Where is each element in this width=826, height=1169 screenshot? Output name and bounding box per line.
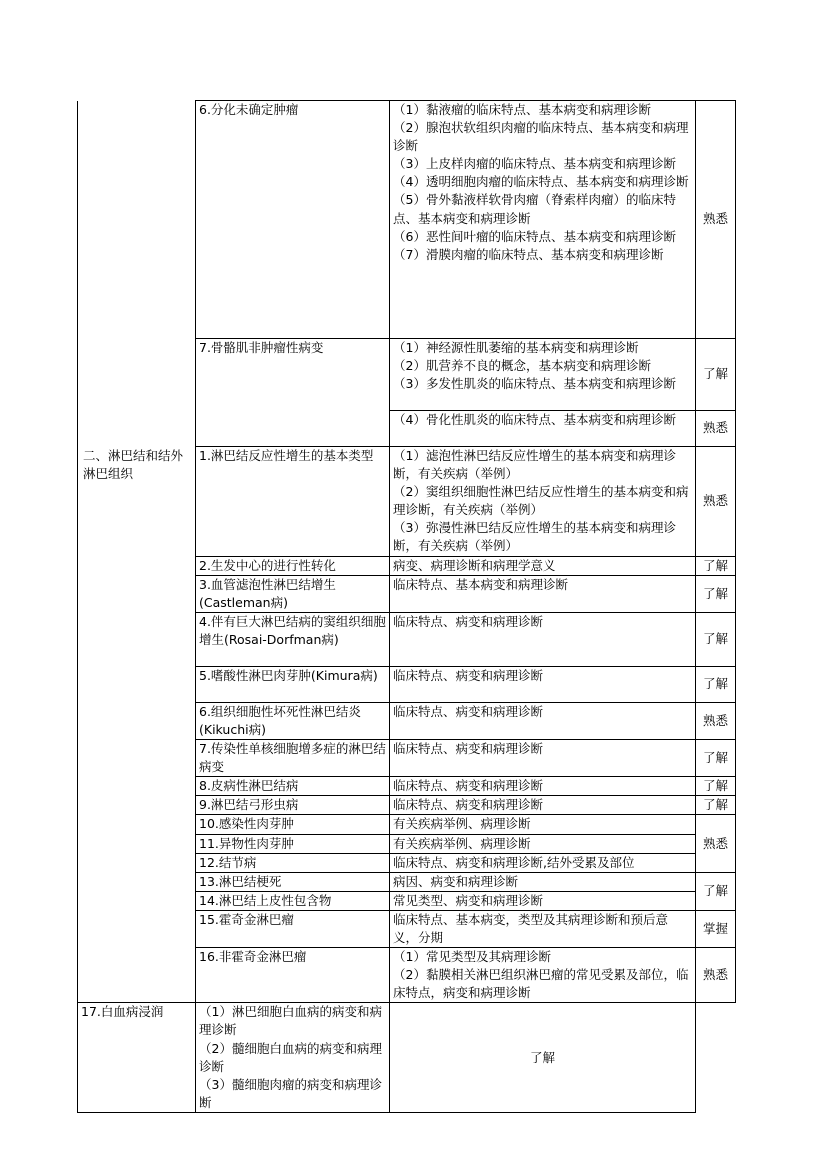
- level-cell: 熟悉: [696, 447, 736, 557]
- content-cell: （1）滤泡性淋巴结反应性增生的基本病变和病理诊断，有关疾病（举例） （2）窦组织细胞性淋巴结反应性增生的基本病变和病理诊断，有关疾病（举例） （3）弥漫性淋巴结反应性增生的基本病变和病理诊断，有关疾病（举例）: [390, 447, 696, 557]
- level-cell: 熟悉: [696, 815, 736, 872]
- content-cell: 临床特点、基本病变和病理诊断: [390, 575, 696, 612]
- topic-cell: 11.异物性肉芽肿: [196, 834, 390, 853]
- topic-cell: 9.淋巴结弓形虫病: [196, 796, 390, 815]
- level-cell: 熟悉: [696, 101, 736, 339]
- syllabus-table: [77, 100, 736, 1113]
- section-cell: 二、淋巴结和结外淋巴组织: [78, 447, 196, 1003]
- topic-cell: 16.非霍奇金淋巴瘤: [196, 948, 390, 1003]
- level-cell: 熟悉: [696, 948, 736, 1003]
- level-cell: 熟悉: [696, 411, 736, 447]
- content-cell: （4）骨化性肌炎的临床特点、基本病变和病理诊断: [390, 411, 696, 447]
- topic-cell: 7.骨骼肌非肿瘤性病变: [196, 339, 390, 447]
- content-cell: 常见类型、病变和病理诊断: [390, 891, 696, 910]
- content-cell: 有关疾病举例、病理诊断: [390, 834, 696, 853]
- level-cell: 了解: [390, 1003, 696, 1113]
- content-cell: 有关疾病举例、病理诊断: [390, 815, 696, 834]
- content-cell: （1）常见类型及其病理诊断 （2）黏膜相关淋巴组织淋巴瘤的常见受累及部位，临床特点，病变和病理诊断: [390, 948, 696, 1003]
- level-cell: 了解: [696, 777, 736, 796]
- topic-cell: 6.分化未确定肿瘤: [196, 101, 390, 339]
- content-cell: 病因、病变和病理诊断: [390, 872, 696, 891]
- content-cell: 临床特点、病变和病理诊断,结外受累及部位: [390, 853, 696, 872]
- level-cell: 了解: [696, 740, 736, 777]
- topic-cell: 15.霍奇金淋巴瘤: [196, 910, 390, 947]
- table-row: [78, 1003, 736, 1113]
- topic-cell: 14.淋巴结上皮性包含物: [196, 891, 390, 910]
- level-cell: 了解: [696, 575, 736, 612]
- table-row: [78, 101, 736, 339]
- level-cell: 了解: [696, 556, 736, 575]
- topic-cell: 7.传染性单核细胞增多症的淋巴结病变: [196, 740, 390, 777]
- topic-cell: 3.血管滤泡性淋巴结增生(Castleman病): [196, 575, 390, 612]
- content-cell: （1）黏液瘤的临床特点、基本病变和病理诊断 （2）腺泡状软组织肉瘤的临床特点、基本病变和病理诊断 （3）上皮样肉瘤的临床特点、基本病变和病理诊断 （4）透明细胞肉瘤的临床特点、基本病变和病理诊断 （5）骨外黏液样软骨肉瘤（脊索样肉瘤）的临床特点、基本病变和病理诊断 （6）恶性间叶瘤的临床特点、基本病变和病理诊断 （7）滑膜肉瘤的临床特点、基本病变和病理诊断: [390, 101, 696, 339]
- table-row: [78, 447, 736, 557]
- section-cell: [78, 101, 196, 447]
- content-cell: 临床特点、病变和病理诊断: [390, 702, 696, 739]
- topic-cell: 5.嗜酸性淋巴肉芽肿(Kimura病): [196, 666, 390, 702]
- topic-cell: 6.组织细胞性坏死性淋巴结炎(Kikuchi病): [196, 702, 390, 739]
- topic-cell: 2.生发中心的进行性转化: [196, 556, 390, 575]
- topic-cell: 12.结节病: [196, 853, 390, 872]
- level-cell: 熟悉: [696, 702, 736, 739]
- content-cell: 临床特点、病变和病理诊断: [390, 796, 696, 815]
- content-cell: 临床特点、病变和病理诊断: [390, 777, 696, 796]
- content-cell: （1）淋巴细胞白血病的病变和病理诊断 （2）髓细胞白血病的病变和病理诊断 （3）髓细胞肉瘤的病变和病理诊断: [196, 1003, 390, 1113]
- content-cell: （1）神经源性肌萎缩的基本病变和病理诊断 （2）肌营养不良的概念，基本病变和病理诊断 （3）多发性肌炎的临床特点、基本病变和病理诊断: [390, 339, 696, 411]
- content-cell: 病变、病理诊断和病理学意义: [390, 556, 696, 575]
- content-cell: 临床特点、病变和病理诊断: [390, 740, 696, 777]
- content-cell: 临床特点、病变和病理诊断: [390, 666, 696, 702]
- level-cell: 了解: [696, 666, 736, 702]
- level-cell: 了解: [696, 796, 736, 815]
- level-cell: 了解: [696, 612, 736, 666]
- level-cell: 了解: [696, 872, 736, 910]
- content-cell: 临床特点、基本病变，类型及其病理诊断和预后意义，分期: [390, 910, 696, 947]
- topic-cell: 4.伴有巨大淋巴结病的窦组织细胞增生(Rosai-Dorfman病): [196, 612, 390, 666]
- topic-cell: 13.淋巴结梗死: [196, 872, 390, 891]
- level-cell: 掌握: [696, 910, 736, 947]
- topic-cell: 10.感染性肉芽肿: [196, 815, 390, 834]
- content-cell: 临床特点、病变和病理诊断: [390, 612, 696, 666]
- level-cell: 了解: [696, 339, 736, 411]
- topic-cell: 8.皮病性淋巴结病: [196, 777, 390, 796]
- topic-cell: 1.淋巴结反应性增生的基本类型: [196, 447, 390, 557]
- topic-cell: 17.白血病浸润: [78, 1003, 196, 1113]
